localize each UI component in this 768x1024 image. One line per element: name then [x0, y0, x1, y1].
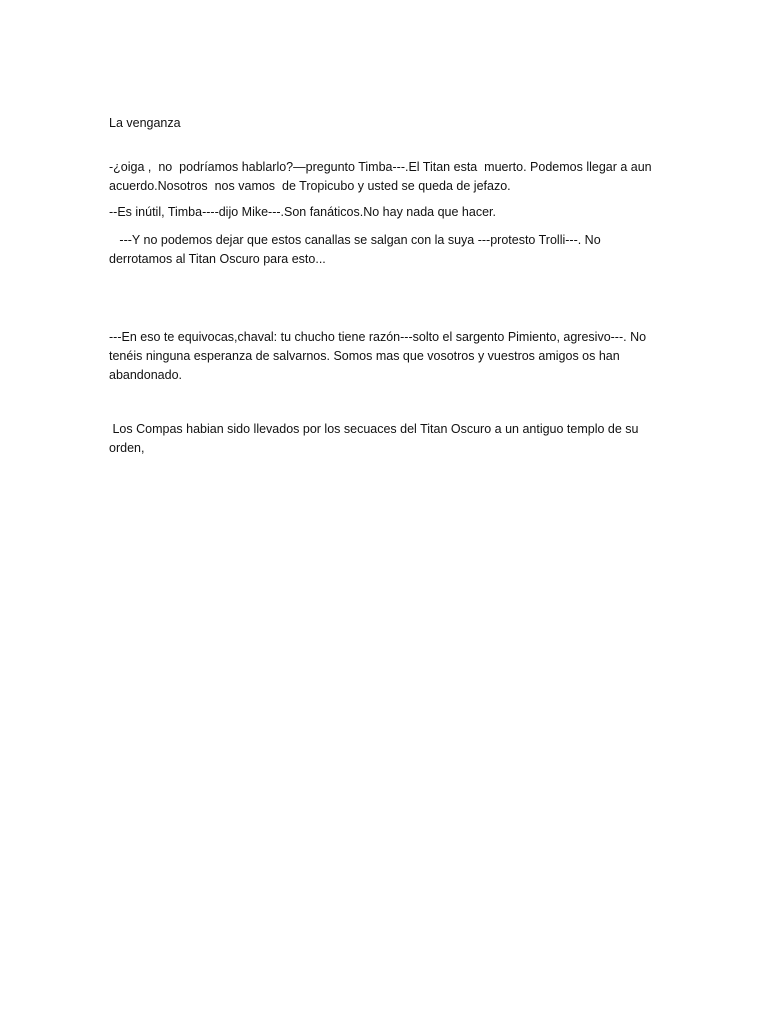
document-title: La venganza	[109, 116, 181, 130]
paragraph-4: ---En eso te equivocas,chaval: tu chucho tiene razón---solto el sargento Pimiento, agresivo---. No tenéis ninguna esperanza de salvarnos. Somos mas que vosotros y vuestros amigos os han abandonado.	[109, 330, 650, 382]
paragraph-3: ---Y no podemos dejar que estos canallas se salgan con la suya ---protesto Trolli---. No derrotamos al Titan Oscuro para esto...	[109, 233, 605, 266]
paragraph-1: -¿oiga , no podríamos hablarlo?—pregunto Timba---.El Titan esta muerto. Podemos llegar a aun acuerdo.Nosotros nos vamos de Tropicubo y usted se queda de jefazo.	[109, 160, 656, 193]
paragraph-2: --Es inútil, Timba----dijo Mike---.Son fanáticos.No hay nada que hacer.	[109, 205, 496, 219]
paragraph-5: Los Compas habian sido llevados por los secuaces del Titan Oscuro a un antiguo templo de su orden,	[109, 422, 642, 455]
